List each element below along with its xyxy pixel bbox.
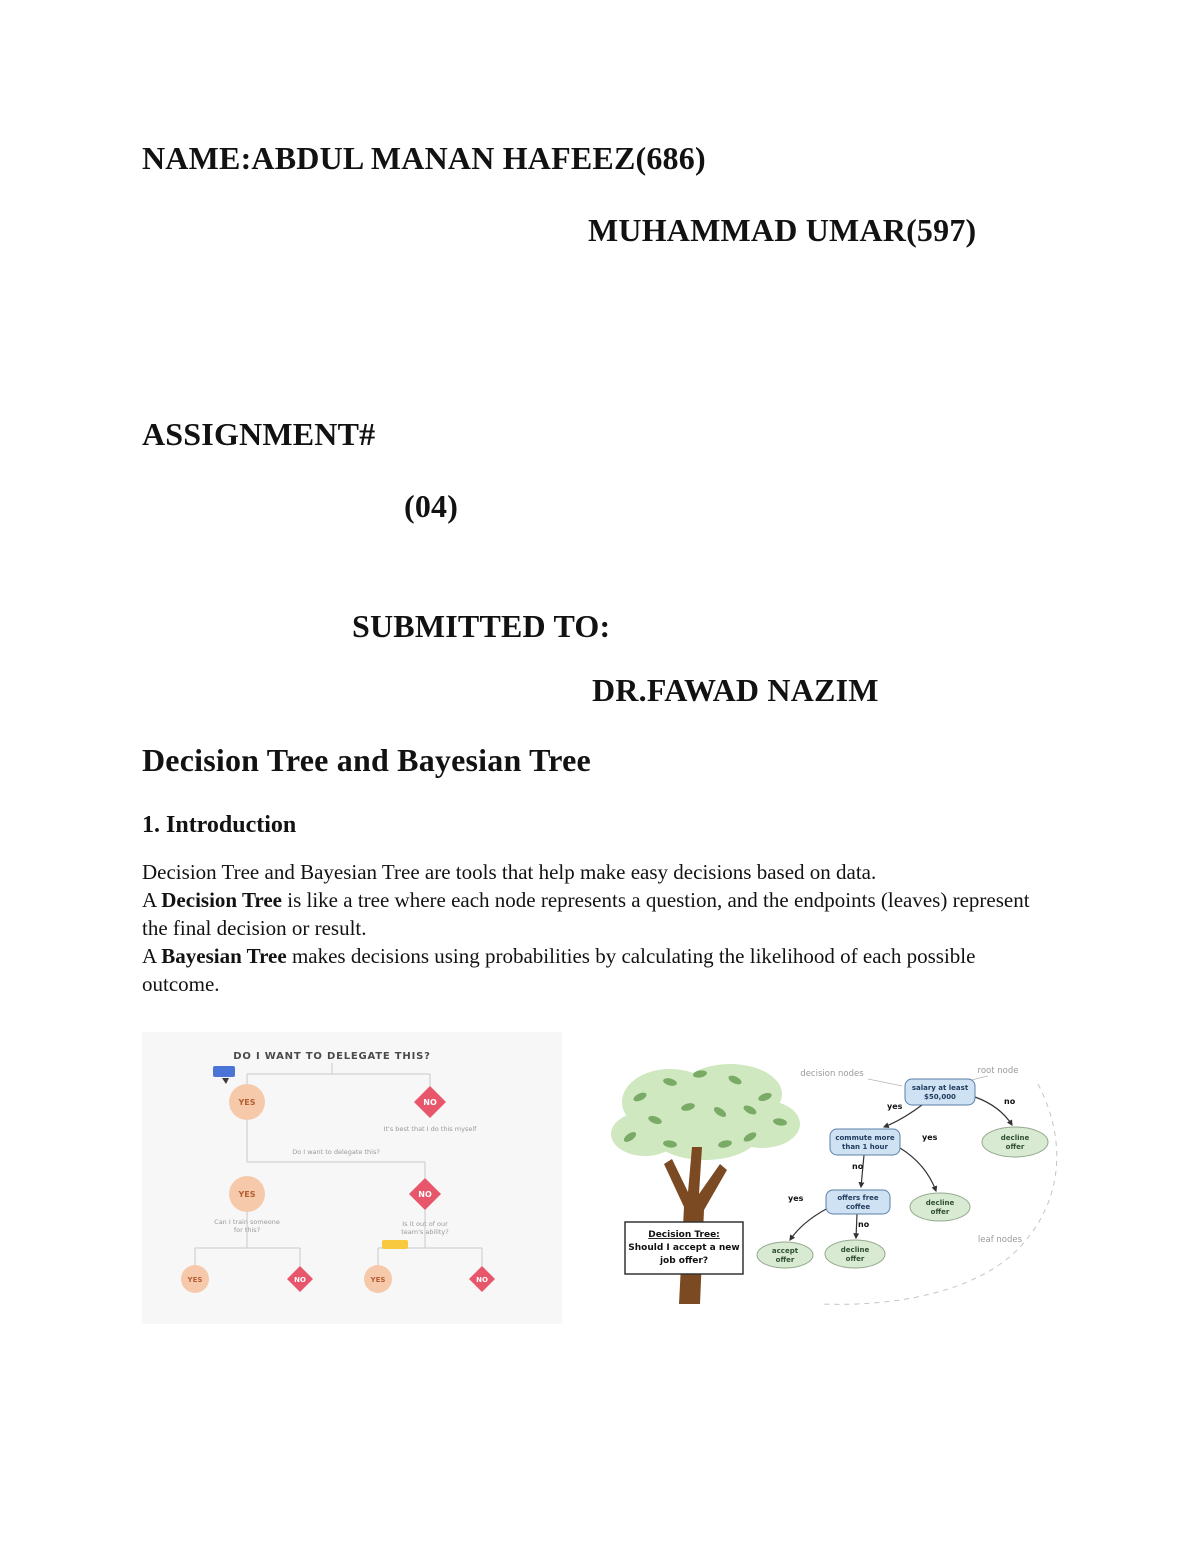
yes-node-label: YES (187, 1276, 203, 1284)
leaf-text-line: offer (775, 1256, 795, 1264)
decline-offer-leaf-mid (910, 1193, 970, 1221)
decision-nodes-label: decision nodes (800, 1069, 864, 1079)
leaf-nodes-label: leaf nodes (977, 1235, 1023, 1245)
submitted-to-label: SUBMITTED TO: (352, 608, 611, 644)
blue-tag (213, 1066, 235, 1077)
edge-label-no: no (1004, 1097, 1016, 1106)
leaf-text-line: decline (925, 1199, 955, 1207)
node-text-line: salary at least (911, 1084, 969, 1092)
leaf-text-line: offer (1005, 1143, 1025, 1151)
caption-line: Should I accept a new (628, 1243, 740, 1253)
leaf-text-line: offer (845, 1255, 865, 1263)
tree-edges (790, 1097, 1012, 1240)
assignment-label: ASSIGNMENT# (142, 416, 376, 452)
edge-label-no: no (852, 1162, 864, 1171)
yes-caption-line: Can I train someone (214, 1218, 280, 1226)
node-text-line: than 1 hour (841, 1143, 889, 1151)
paragraph-text: A (142, 944, 162, 968)
delegation-flowchart-figure (142, 1032, 562, 1324)
yes-node-label: YES (238, 1190, 256, 1199)
paragraph-text: makes decisions using probabilities by calculating the likelihood of each possible outcome. (142, 944, 976, 996)
no-node-label: NO (476, 1276, 488, 1284)
page-title: Decision Tree and Bayesian Tree (142, 742, 591, 778)
supervisor-name: DR.FAWAD NAZIM (592, 672, 879, 708)
node-text-line: coffee (845, 1203, 871, 1211)
yellow-tag (382, 1240, 408, 1249)
no-caption-line: Is it out of our (402, 1220, 448, 1228)
paragraph-sentence-2 (142, 886, 1058, 942)
student-name-line-2: MUHAMMAD UMAR(597) (588, 212, 977, 248)
question-caption: Do I want to delegate this? (292, 1148, 380, 1156)
no-node-label: NO (418, 1190, 432, 1199)
flowchart-title: DO I WANT TO DELEGATE THIS? (233, 1051, 431, 1062)
root-node-label: root node (977, 1066, 1019, 1076)
no-caption: It's best that I do this myself (383, 1125, 477, 1133)
leaf-text-line: offer (930, 1208, 950, 1216)
edge-label-yes: yes (887, 1102, 903, 1111)
job-offer-decision-tree-figure (600, 1052, 1060, 1320)
coffee-decision-node (826, 1190, 890, 1214)
decision-tree-term: Decision Tree (161, 888, 282, 912)
intro-paragraph (142, 858, 1058, 998)
assignment-number: (04) (404, 488, 459, 524)
yes-caption-line: for this? (233, 1226, 261, 1234)
yes-node-label: YES (238, 1098, 256, 1107)
edge-label-no: no (858, 1220, 870, 1229)
leaf-text-line: decline (1000, 1134, 1030, 1142)
caption-line: job offer? (659, 1256, 709, 1266)
paragraph-text: A (142, 888, 162, 912)
commute-decision-node (830, 1129, 900, 1155)
root-decision-node (905, 1079, 975, 1105)
accept-offer-leaf (757, 1242, 813, 1268)
no-node-label: NO (423, 1098, 437, 1107)
node-text-line: commute more (835, 1134, 895, 1142)
paragraph-sentence-3 (142, 942, 1058, 998)
no-caption-line: team's ability? (401, 1228, 449, 1236)
decline-offer-leaf-right (982, 1127, 1048, 1157)
node-text-line: $50,000 (924, 1093, 956, 1101)
section-heading: 1. Introduction (142, 812, 297, 838)
paragraph-sentence-1 (142, 858, 1058, 886)
edge-label-yes: yes (788, 1194, 804, 1203)
student-name-line: NAME:ABDUL MANAN HAFEEZ(686) (142, 140, 706, 176)
figure-caption-box (625, 1222, 743, 1274)
caption-title: Decision Tree: (648, 1230, 720, 1240)
edge-label-yes: yes (922, 1133, 938, 1142)
paragraph-text: Decision Tree and Bayesian Tree are tools that help make easy decisions based on data. (142, 860, 877, 884)
paragraph-text: is like a tree where each node represents a question, and the endpoints (leaves) represent the final decision or result. (142, 888, 1030, 940)
leaf-text-line: decline (840, 1246, 870, 1254)
decision-nodes-pointer-line (868, 1079, 902, 1086)
bayesian-tree-term: Bayesian Tree (161, 944, 287, 968)
decline-offer-leaf-bottom (825, 1240, 885, 1268)
node-text-line: offers free (837, 1194, 879, 1202)
no-node-label: NO (294, 1276, 306, 1284)
leaf-text-line: accept (771, 1247, 799, 1255)
yes-node-label: YES (370, 1276, 386, 1284)
